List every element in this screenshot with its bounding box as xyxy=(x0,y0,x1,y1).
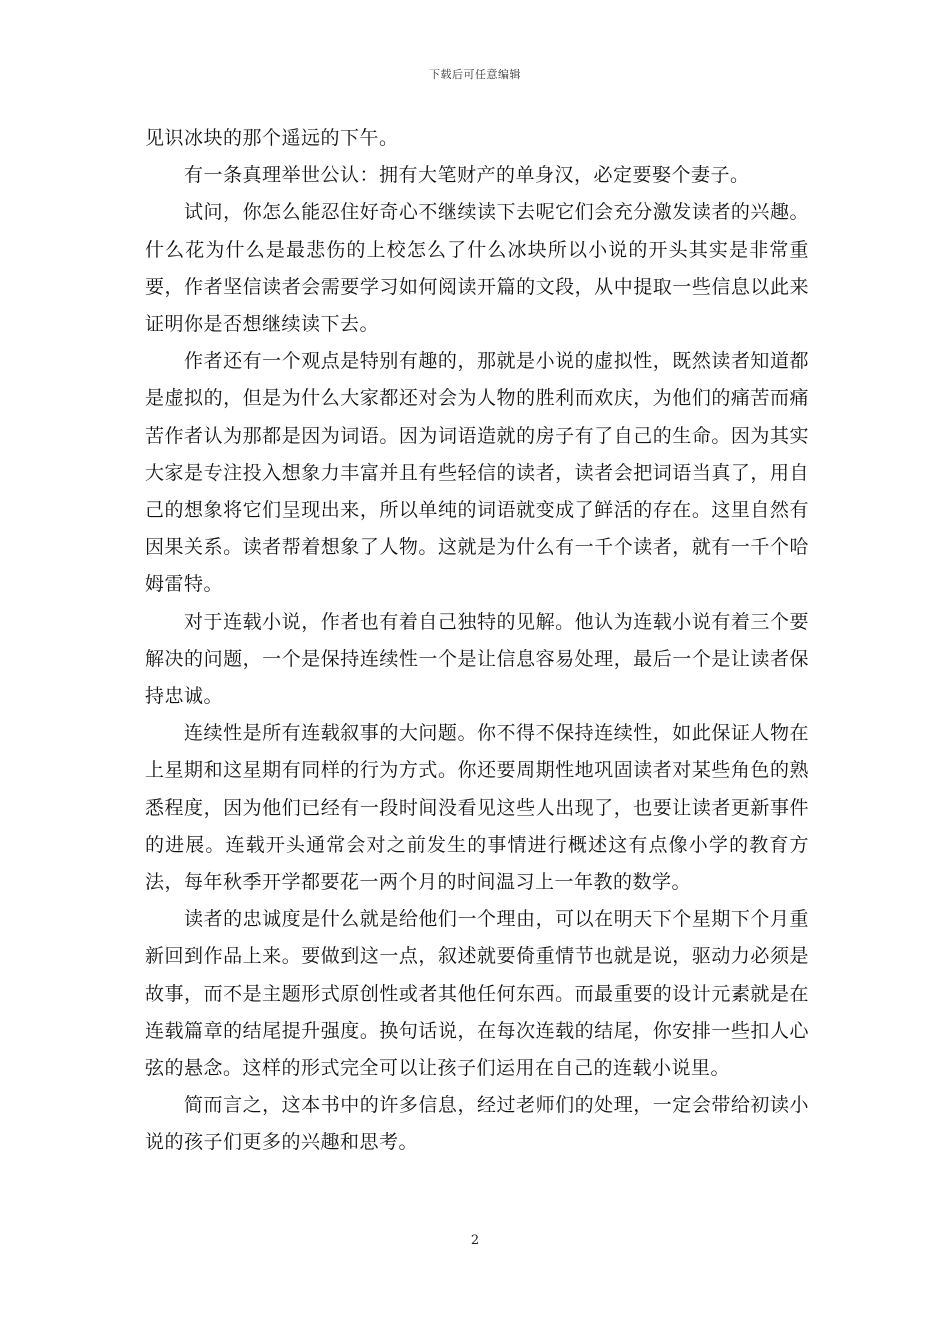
paragraph-continuation: 见识冰块的那个遥远的下午。 xyxy=(145,127,399,149)
page-number: 2 xyxy=(470,1233,480,1248)
paragraph: 对于连载小说，作者也有着自己独特的见解。他认为连载小说有着三个要解决的问题，一个是保持连续性一个是让信息容易处理，最后一个是让读者保持忠诚。 xyxy=(145,610,809,708)
paragraph: 作者还有一个观点是特别有趣的，那就是小说的虚拟性，既然读者知道都是虚拟的，但是为什么大家都还对会为人物的胜利而欢庆，为他们的痛苦而痛苦作者认为那都是因为词语。因为词语造就的房子有了自己的生命。因为其实大家是专注投入想象力丰富并且有些轻信的读者，读者会把词语当真了，用自己的想象将它们呈现出来，所以单纯的词语就变成了鲜活的存在。这里自然有因果关系。读者帮着想象了人物。这就是为什么有一千个读者，就有一千个哈姆雷特。 xyxy=(145,350,809,596)
page-header: 下载后可任意编辑 xyxy=(429,68,521,81)
paragraph: 连续性是所有连载叙事的大问题。你不得不保持连续性，如此保证人物在上星期和这星期有同样的行为方式。你还要周期性地巩固读者对某些角色的熟悉程度，因为他们已经有一段时间没看见这些人出现了，也要让读者更新事件的进展。连载开头通常会对之前发生的事情进行概述这有点像小学的教育方法，每年秋季开学都要花一两个月的时间温习上一年教的数学。 xyxy=(145,722,809,894)
paragraph: 简而言之，这本书中的许多信息，经过老师们的处理，一定会带给初读小说的孩子们更多的兴趣和思考。 xyxy=(145,1094,809,1154)
document-body xyxy=(145,120,809,1162)
paragraph: 试问，你怎么能忍住好奇心不继续读下去呢它们会充分激发读者的兴趣。什么花为什么是最悲伤的上校怎么了什么冰块所以小说的开头其实是非常重要，作者坚信读者会需要学习如何阅读开篇的文段，从中提取一些信息以此来证明你是否想继续读下去。 xyxy=(145,201,809,336)
paragraph: 读者的忠诚度是什么就是给他们一个理由，可以在明天下个星期下个月重新回到作品上来。要做到这一点，叙述就要倚重情节也就是说，驱动力必须是故事，而不是主题形式原创性或者其他任何东西。而最重要的设计元素就是在连载篇章的结尾提升强度。换句话说，在每次连载的结尾，你安排一些扣人心弦的悬念。这样的形式完全可以让孩子们运用在自己的连载小说里。 xyxy=(145,908,809,1080)
paragraph: 有一条真理举世公认：拥有大笔财产的单身汉，必定要娶个妻子。 xyxy=(184,164,750,187)
